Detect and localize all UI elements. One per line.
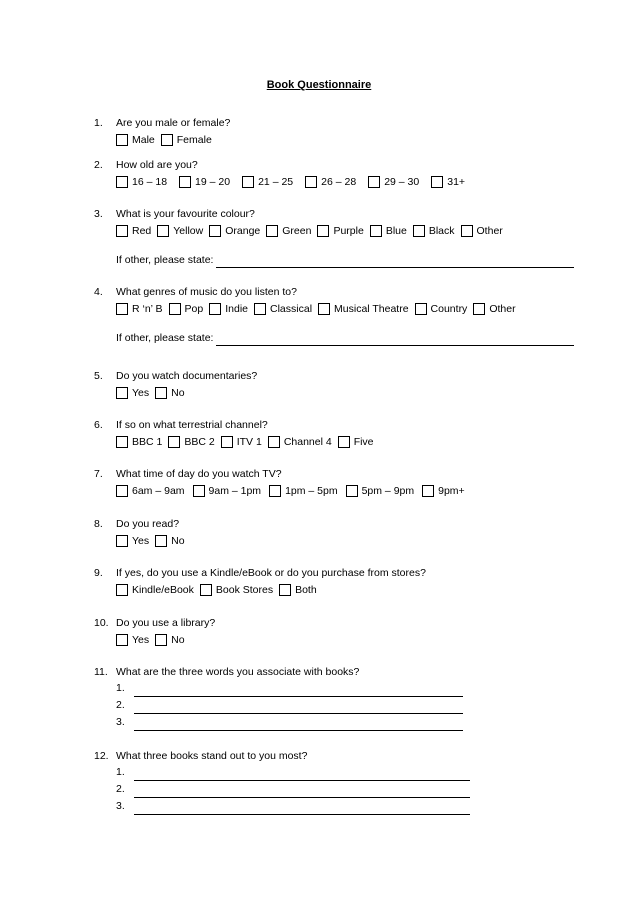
option-no[interactable]: [155, 533, 184, 549]
option-label: Yellow: [173, 224, 204, 237]
checkbox[interactable]: [461, 225, 473, 237]
option-label: Male: [132, 133, 155, 146]
option-bbc-1[interactable]: [116, 434, 162, 450]
question-text-line: [94, 664, 574, 680]
checkbox[interactable]: [346, 485, 358, 497]
option-yes[interactable]: [116, 385, 149, 401]
other-fill-label: If other, please state:: [116, 254, 214, 266]
checkbox[interactable]: [473, 303, 485, 315]
checkbox[interactable]: [268, 436, 280, 448]
answer-number: 3.: [116, 716, 125, 728]
question-number: 9.: [94, 567, 103, 579]
question-8: [94, 516, 574, 549]
question-9: [94, 565, 574, 598]
option-male[interactable]: [116, 132, 155, 148]
option-row: [116, 581, 574, 598]
question-number: 7.: [94, 468, 103, 480]
checkbox[interactable]: [413, 225, 425, 237]
answer-row-2: [116, 697, 574, 714]
checkbox[interactable]: [116, 584, 128, 596]
question-10: [94, 615, 574, 648]
option-row: [116, 384, 574, 401]
checkbox[interactable]: [370, 225, 382, 237]
option-label: Both: [295, 583, 317, 596]
checkbox[interactable]: [179, 176, 191, 188]
question-text: What is your favourite colour?: [116, 208, 255, 220]
question-number: 4.: [94, 286, 103, 298]
option-label: 6am – 9am: [132, 484, 185, 497]
option-pop[interactable]: [169, 301, 204, 317]
checkbox[interactable]: [155, 387, 167, 399]
checkbox[interactable]: [305, 176, 317, 188]
option-label: Blue: [385, 224, 407, 237]
option-29-30[interactable]: [368, 174, 419, 190]
option-bbc-2[interactable]: [168, 434, 214, 450]
question-text-line: [94, 157, 574, 173]
answer-number: 2.: [116, 783, 125, 795]
answer-line[interactable]: [134, 718, 463, 731]
question-number: 12.: [94, 750, 109, 762]
option-purple[interactable]: [317, 223, 363, 239]
checkbox[interactable]: [221, 436, 233, 448]
option-orange[interactable]: [209, 223, 260, 239]
question-text: How old are you?: [116, 159, 198, 171]
question-text: What three books stand out to you most?: [116, 750, 308, 762]
option-label: ITV 1: [236, 435, 262, 448]
question-text: Do you read?: [116, 518, 180, 530]
checkbox[interactable]: [269, 485, 281, 497]
option-label: Female: [176, 133, 212, 146]
checkbox[interactable]: [317, 225, 329, 237]
answer-row-3: [116, 798, 574, 815]
option-label: 9am – 1pm: [208, 484, 262, 497]
option-row: [116, 300, 574, 317]
answer-number: 2.: [116, 699, 125, 711]
option-26-28[interactable]: [305, 174, 356, 190]
answer-row-1: [116, 680, 574, 697]
question-number: 8.: [94, 518, 103, 530]
option-label: Kindle/eBook: [132, 583, 194, 596]
question-6: [94, 417, 574, 450]
option-label: No: [171, 386, 185, 399]
option-label: 9pm+: [438, 484, 465, 497]
checkbox[interactable]: [157, 225, 169, 237]
checkbox[interactable]: [209, 225, 221, 237]
question-text-line: [94, 466, 574, 482]
option-country[interactable]: [415, 301, 468, 317]
option-row: [116, 532, 574, 549]
option-yes[interactable]: [116, 533, 149, 549]
answer-number: 1.: [116, 766, 125, 778]
option-label: Musical Theatre: [334, 302, 409, 315]
question-number: 3.: [94, 208, 103, 220]
option-other[interactable]: [461, 223, 503, 239]
checkbox[interactable]: [209, 303, 221, 315]
option-label: Classical: [270, 302, 313, 315]
option-musical-theatre[interactable]: [318, 301, 409, 317]
option-label: 19 – 20: [195, 175, 231, 188]
option-row: [116, 222, 574, 239]
other-fill-row: [116, 330, 574, 346]
question-5: [94, 368, 574, 401]
checkbox[interactable]: [155, 535, 167, 547]
option-classical[interactable]: [254, 301, 312, 317]
option-label: BBC 1: [132, 435, 163, 448]
option-label: Red: [132, 224, 152, 237]
option-five[interactable]: [338, 434, 374, 450]
checkbox[interactable]: [279, 584, 291, 596]
question-text-line: [94, 565, 574, 581]
checkbox[interactable]: [415, 303, 427, 315]
option-label: BBC 2: [184, 435, 215, 448]
option-1pm-5pm[interactable]: [269, 483, 338, 499]
option-label: 16 – 18: [132, 175, 168, 188]
option-red[interactable]: [116, 223, 151, 239]
option-both[interactable]: [279, 582, 317, 598]
option-label: 26 – 28: [321, 175, 357, 188]
answer-line[interactable]: [134, 768, 470, 781]
question-number: 11.: [94, 666, 108, 678]
question-text: What time of day do you watch TV?: [116, 468, 282, 480]
checkbox[interactable]: [266, 225, 278, 237]
option-label: 5pm – 9pm: [361, 484, 415, 497]
option-label: Yes: [132, 633, 150, 646]
option-yes[interactable]: [116, 632, 149, 648]
checkbox[interactable]: [431, 176, 443, 188]
option-kindle-ebook[interactable]: [116, 582, 194, 598]
checkbox[interactable]: [318, 303, 330, 315]
answer-row-3: [116, 714, 574, 731]
option-book-stores[interactable]: [200, 582, 273, 598]
answer-number: 3.: [116, 800, 125, 812]
question-11: [94, 664, 574, 731]
option-r-n-b[interactable]: [116, 301, 163, 317]
answer-line[interactable]: [134, 785, 470, 798]
option-female[interactable]: [161, 132, 212, 148]
option-label: 1pm – 5pm: [285, 484, 338, 497]
option-label: No: [171, 633, 185, 646]
checkbox[interactable]: [338, 436, 350, 448]
option-21-25[interactable]: [242, 174, 293, 190]
answer-row-2: [116, 781, 574, 798]
option-label: Yes: [132, 386, 150, 399]
question-text-line: [94, 417, 574, 433]
question-1: [94, 115, 574, 148]
checkbox[interactable]: [168, 436, 180, 448]
option-label: Purple: [333, 224, 364, 237]
option-itv-1[interactable]: [221, 434, 262, 450]
answer-line[interactable]: [134, 802, 470, 815]
checkbox[interactable]: [169, 303, 181, 315]
option-row: [116, 131, 574, 148]
question-text-line: [94, 206, 574, 222]
question-text: If so on what terrestrial channel?: [116, 419, 268, 431]
question-3: [94, 206, 574, 268]
option-label: Green: [282, 224, 312, 237]
checkbox[interactable]: [422, 485, 434, 497]
option-19-20[interactable]: [179, 174, 230, 190]
question-text: Do you watch documentaries?: [116, 370, 258, 382]
question-number: 2.: [94, 159, 103, 171]
checkbox[interactable]: [116, 387, 128, 399]
checkbox[interactable]: [200, 584, 212, 596]
option-row: [116, 631, 574, 648]
checkbox[interactable]: [116, 535, 128, 547]
option-5pm-9pm[interactable]: [346, 483, 415, 499]
option-black[interactable]: [413, 223, 455, 239]
option-no[interactable]: [155, 632, 184, 648]
option-indie[interactable]: [209, 301, 248, 317]
option-9am-1pm[interactable]: [193, 483, 262, 499]
option-channel-4[interactable]: [268, 434, 332, 450]
question-text: What genres of music do you listen to?: [116, 286, 297, 298]
question-number: 1.: [94, 117, 103, 129]
checkbox[interactable]: [368, 176, 380, 188]
checkbox[interactable]: [116, 485, 128, 497]
option-label: Channel 4: [283, 435, 332, 448]
checkbox[interactable]: [155, 634, 167, 646]
option-label: R ‘n’ B: [132, 302, 163, 315]
option-label: Book Stores: [215, 583, 274, 596]
option-6am-9am[interactable]: [116, 483, 185, 499]
answer-row-1: [116, 764, 574, 781]
option-green[interactable]: [266, 223, 311, 239]
other-fill-row: [116, 252, 574, 268]
answer-line[interactable]: [134, 684, 463, 697]
option-no[interactable]: [155, 385, 184, 401]
option-label: No: [171, 534, 185, 547]
option-label: Country: [430, 302, 468, 315]
option-row: [116, 433, 574, 450]
other-fill-line[interactable]: [216, 256, 574, 268]
other-fill-line[interactable]: [216, 334, 574, 346]
option-label: Indie: [225, 302, 249, 315]
option-9pm[interactable]: [422, 483, 465, 499]
option-31[interactable]: [431, 174, 465, 190]
option-label: Orange: [225, 224, 261, 237]
question-text: What are the three words you associate with books?: [116, 666, 360, 678]
answer-line[interactable]: [134, 701, 463, 714]
option-label: Yes: [132, 534, 150, 547]
checkbox[interactable]: [242, 176, 254, 188]
checkbox[interactable]: [116, 634, 128, 646]
option-label: 21 – 25: [258, 175, 294, 188]
checkbox[interactable]: [161, 134, 173, 146]
checkbox[interactable]: [254, 303, 266, 315]
question-text: Do you use a library?: [116, 617, 216, 629]
other-fill-label: If other, please state:: [116, 332, 214, 344]
option-label: Black: [428, 224, 455, 237]
question-number: 5.: [94, 370, 103, 382]
checkbox[interactable]: [116, 303, 128, 315]
question-text-line: [94, 615, 574, 631]
option-row: [116, 173, 574, 190]
page-title: Book Questionnaire: [266, 79, 372, 91]
question-number: 10.: [94, 617, 109, 629]
option-label: Five: [353, 435, 374, 448]
option-yellow[interactable]: [157, 223, 203, 239]
question-4: [94, 284, 574, 346]
checkbox[interactable]: [116, 225, 128, 237]
question-text: If yes, do you use a Kindle/eBook or do you purchase from stores?: [116, 567, 426, 579]
option-row: [116, 482, 574, 499]
question-12: [94, 748, 574, 815]
question-7: [94, 466, 574, 499]
question-2: [94, 157, 574, 190]
question-number: 6.: [94, 419, 103, 431]
option-other[interactable]: [473, 301, 515, 317]
option-blue[interactable]: [370, 223, 407, 239]
checkbox[interactable]: [116, 134, 128, 146]
question-text-line: [94, 284, 574, 300]
checkbox[interactable]: [116, 436, 128, 448]
question-text-line: [94, 115, 574, 131]
option-label: Pop: [184, 302, 204, 315]
option-label: Other: [489, 302, 516, 315]
checkbox[interactable]: [116, 176, 128, 188]
question-text-line: [94, 368, 574, 384]
option-16-18[interactable]: [116, 174, 167, 190]
question-text-line: [94, 516, 574, 532]
option-label: Other: [476, 224, 503, 237]
question-text-line: [94, 748, 574, 764]
option-label: 29 – 30: [384, 175, 420, 188]
option-label: 31+: [447, 175, 466, 188]
question-text: Are you male or female?: [116, 117, 231, 129]
checkbox[interactable]: [193, 485, 205, 497]
answer-number: 1.: [116, 682, 125, 694]
